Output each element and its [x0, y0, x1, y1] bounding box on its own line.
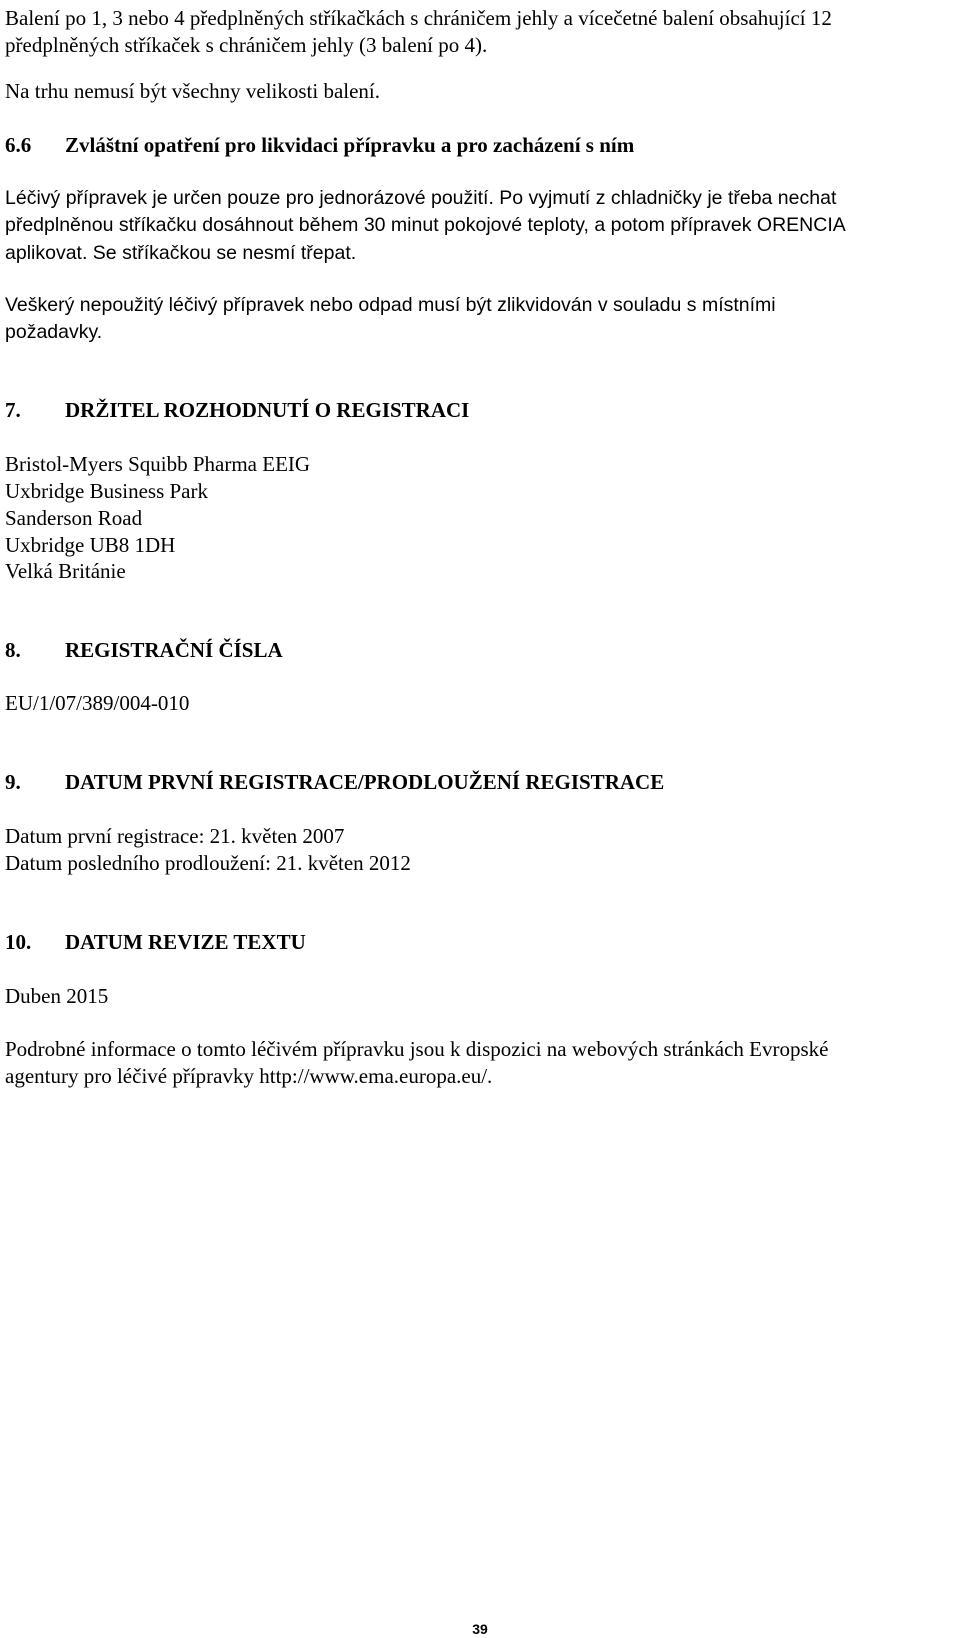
- holder-address-line-1: Uxbridge Business Park: [5, 479, 208, 503]
- ema-info-line-2: agentury pro léčivé přípravky http://www.ema.europa.eu/.: [5, 1064, 493, 1088]
- section-7-heading: [5, 397, 469, 423]
- section-6-6-title: Zvláštní opatření pro likvidaci přípravku a pro zacházení s ním: [65, 133, 635, 157]
- section-8-number: 8.: [5, 638, 21, 662]
- section-9-number: 9.: [5, 770, 21, 794]
- last-renewal-date: Datum posledního prodloužení: 21. květen 2012: [5, 851, 411, 875]
- pack-sizes-line-2: předplněných stříkaček s chráničem jehly (3 balení po 4).: [5, 33, 488, 57]
- disposal-para1-line-3: aplikovat. Se stříkačkou se nesmí třepat.: [5, 242, 357, 264]
- registration-number: EU/1/07/389/004-010: [5, 691, 190, 715]
- first-registration-date: Datum první registrace: 21. květen 2007: [5, 824, 345, 848]
- revision-date: Duben 2015: [5, 984, 109, 1008]
- section-6-6-number: 6.6: [5, 133, 32, 157]
- ema-info-line-1: Podrobné informace o tomto léčivém přípravku jsou k dispozici na webových stránkách Evropské: [5, 1037, 829, 1061]
- section-6-6-heading: [5, 132, 634, 158]
- pack-availability-note: Na trhu nemusí být všechny velikosti balení.: [5, 79, 381, 103]
- section-10-number: 10.: [5, 930, 32, 954]
- section-8-heading: [5, 637, 283, 663]
- disposal-para1-line-2: předplněnou stříkačku dosáhnout během 30 minut pokojové teploty, a potom přípravek ORENCIA: [5, 214, 846, 236]
- holder-address-line-2: Sanderson Road: [5, 506, 143, 530]
- pack-sizes-line-1: Balení po 1, 3 nebo 4 předplněných stříkačkách s chráničem jehly a vícečetné balení obsahující 12: [5, 6, 832, 30]
- section-9-heading: [5, 769, 664, 795]
- section-7-title: DRŽITEL ROZHODNUTÍ O REGISTRACI: [65, 398, 470, 422]
- section-10-heading: [5, 929, 306, 955]
- section-9-title: DATUM PRVNÍ REGISTRACE/PRODLOUŽENÍ REGISTRACE: [65, 770, 665, 794]
- section-7-number: 7.: [5, 398, 21, 422]
- holder-country: Velká Británie: [5, 559, 126, 583]
- section-10-title: DATUM REVIZE TEXTU: [65, 930, 306, 954]
- disposal-para2-line-1: Veškerý nepoužitý léčivý přípravek nebo odpad musí být zlikvidován v souladu s místními: [5, 294, 776, 316]
- holder-address-line-3: Uxbridge UB8 1DH: [5, 533, 176, 557]
- disposal-para2-line-2: požadavky.: [5, 321, 103, 343]
- disposal-para1-line-1: Léčivý přípravek je určen pouze pro jednorázové použití. Po vyjmutí z chladničky je třeba nechat: [5, 187, 837, 209]
- holder-name: Bristol-Myers Squibb Pharma EEIG: [5, 452, 311, 476]
- section-8-title: REGISTRAČNÍ ČÍSLA: [65, 638, 283, 662]
- page-number: 39: [472, 1621, 488, 1637]
